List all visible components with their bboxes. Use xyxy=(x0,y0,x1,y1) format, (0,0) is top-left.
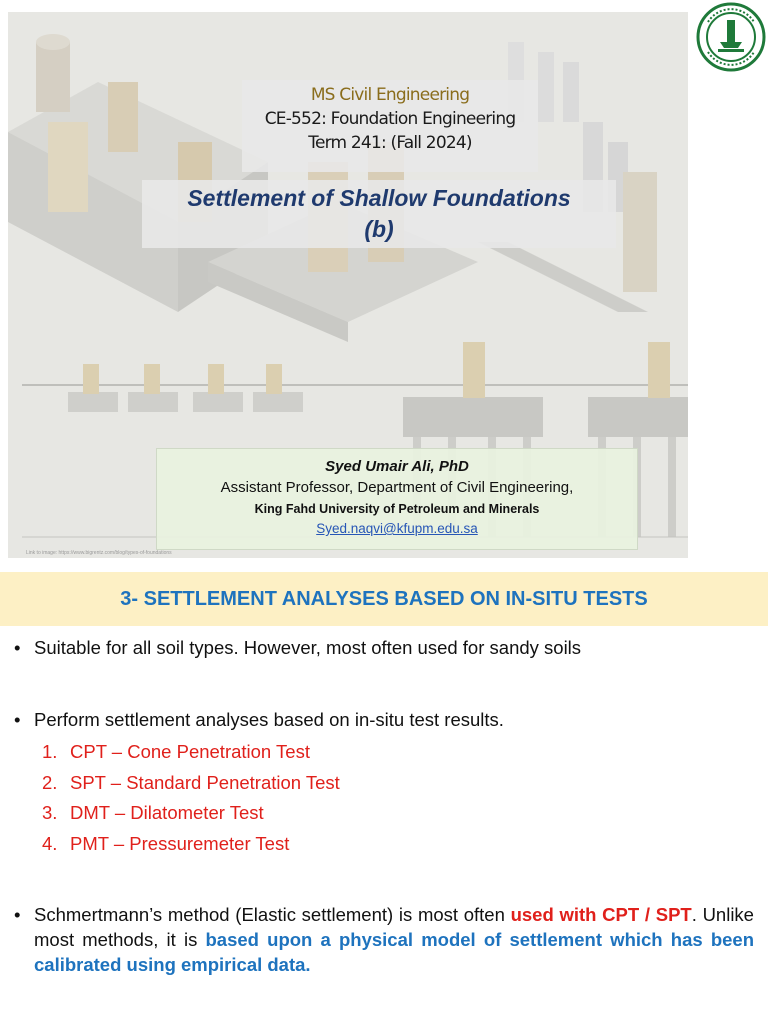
kfupm-seal-icon xyxy=(696,2,766,72)
list-label: PMT – Pressuremeter Test xyxy=(70,832,290,854)
course-info-box xyxy=(242,80,538,172)
lecture-title: Settlement of Shallow Foundations xyxy=(187,185,571,211)
physical-model-highlight: based upon a physical model of settlement which has been calibrated using empirical data. xyxy=(34,929,755,975)
bullet-dot: • xyxy=(14,709,21,730)
bullet-text: Perform settlement analyses based on in-situ test results. xyxy=(34,709,504,730)
schmertmann-text: Schmertmann’s method (Elastic settlement) is most often xyxy=(34,904,511,925)
program-label: MS Civil Engineering xyxy=(310,85,470,105)
list-item xyxy=(42,768,340,799)
bullet-dot: • xyxy=(14,637,21,658)
unlike-text: . Unlike most methods, it is xyxy=(34,904,754,950)
list-number: 4. xyxy=(42,832,58,854)
bullet-insitu-tests xyxy=(14,707,754,732)
cpt-spt-highlight: used with CPT / SPT xyxy=(510,904,692,925)
lecture-title-box xyxy=(142,180,616,248)
list-item xyxy=(42,829,340,860)
author-name: Syed Umair Ali, PhD xyxy=(325,458,469,475)
bullet-schmertmann xyxy=(14,902,754,977)
bullet-text: Suitable for all soil types. However, most often used for sandy soils xyxy=(34,637,582,658)
university-logo xyxy=(690,0,768,76)
bullet-dot: • xyxy=(14,904,21,925)
list-item xyxy=(42,737,340,768)
university-name: King Fahd University of Petroleum and Minerals xyxy=(254,502,540,516)
author-position: Assistant Professor, Department of Civil Engineering, xyxy=(220,479,574,496)
insitu-test-list xyxy=(42,737,340,859)
section-header xyxy=(0,572,768,626)
bullet-soil-types xyxy=(14,635,754,660)
author-email-link[interactable]: Syed.naqvi@kfupm.edu.sa xyxy=(316,521,478,536)
list-label: DMT – Dilatometer Test xyxy=(70,802,264,823)
list-label: CPT – Cone Penetration Test xyxy=(70,741,310,762)
list-number: 1. xyxy=(42,741,58,762)
list-item xyxy=(42,798,340,829)
image-credit: Link to image: https://www.bigrentz.com/blog/types-of-foundations xyxy=(26,550,172,556)
author-info-box xyxy=(156,448,638,550)
list-number: 2. xyxy=(42,771,58,793)
list-label: SPT – Standard Penetration Test xyxy=(70,771,340,793)
bullet-text xyxy=(14,902,754,977)
title-slide xyxy=(8,12,688,558)
lecture-subtitle: (b) xyxy=(364,216,394,242)
list-number: 3. xyxy=(42,802,58,823)
course-label: CE-552: Foundation Engineering xyxy=(264,109,516,129)
section-title: 3- SETTLEMENT ANALYSES BASED ON IN-SITU TESTS xyxy=(120,588,648,610)
term-label: Term 241: (Fall 2024) xyxy=(308,133,472,153)
